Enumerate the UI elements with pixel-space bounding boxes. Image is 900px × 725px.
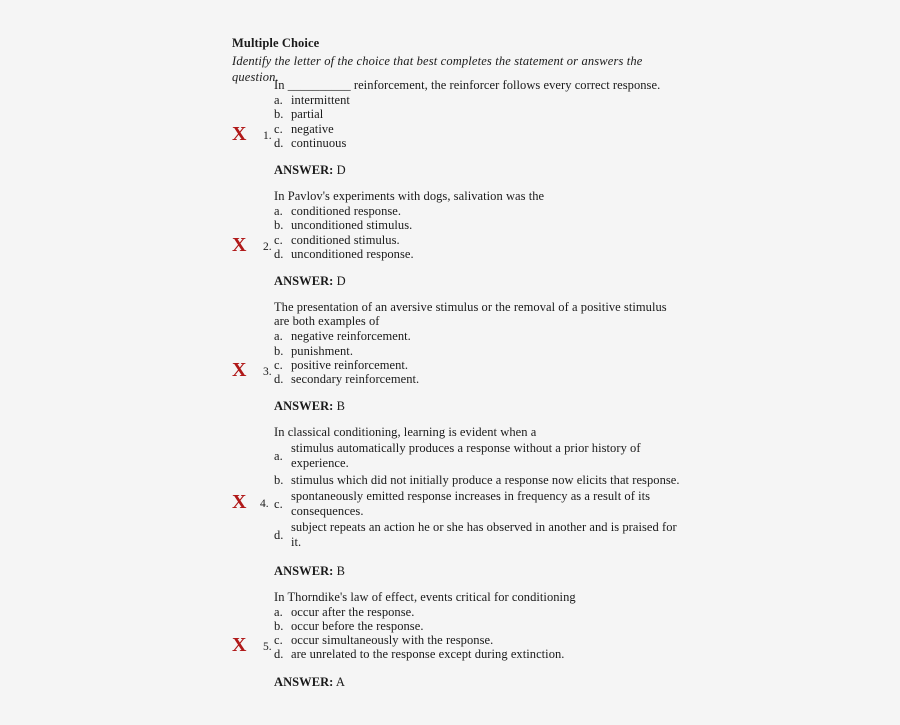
answer-value: A xyxy=(335,674,345,689)
answer-label: ANSWER: xyxy=(274,274,334,289)
option-letter: b. xyxy=(274,343,284,358)
option-item[interactable] xyxy=(274,605,685,619)
option-item[interactable] xyxy=(274,204,685,218)
option-list xyxy=(274,329,685,386)
instruction-text: Identify the letter of the choice that best completes the statement or answers the question. xyxy=(232,54,643,84)
option-item[interactable] xyxy=(274,619,685,633)
question-block xyxy=(0,78,900,177)
option-item[interactable] xyxy=(274,122,685,136)
option-text: occur after the response. xyxy=(291,604,415,619)
answer-line xyxy=(274,399,685,413)
question-block xyxy=(0,189,900,288)
option-letter: d. xyxy=(274,372,284,387)
option-item[interactable] xyxy=(274,233,685,247)
option-letter: a. xyxy=(274,93,283,108)
incorrect-x-icon: X xyxy=(232,359,247,382)
option-text: spontaneously emitted response increases in frequency as a result of its consequences. xyxy=(291,489,651,518)
option-text: secondary reinforcement. xyxy=(291,372,420,387)
option-item[interactable] xyxy=(274,440,685,471)
answer-line xyxy=(274,274,685,288)
option-letter: a. xyxy=(274,204,283,219)
option-item[interactable] xyxy=(274,344,685,358)
option-item[interactable] xyxy=(274,136,685,150)
option-letter: b. xyxy=(274,619,284,634)
page-title: Multiple Choice xyxy=(232,36,320,50)
option-item[interactable] xyxy=(274,647,685,661)
option-list xyxy=(274,440,685,550)
option-item[interactable] xyxy=(274,329,685,343)
option-letter: b. xyxy=(274,107,284,122)
option-item[interactable] xyxy=(274,218,685,232)
answer-line xyxy=(274,675,685,689)
option-item[interactable] xyxy=(274,358,685,372)
option-text: unconditioned response. xyxy=(291,246,414,261)
option-letter: a. xyxy=(274,329,283,344)
option-letter: b. xyxy=(274,472,284,487)
question-stem: In classical conditioning, learning is evident when a xyxy=(274,425,537,440)
option-letter: c. xyxy=(274,633,283,648)
option-text: continuous xyxy=(291,135,347,150)
option-text: partial xyxy=(291,107,324,122)
option-text: unconditioned stimulus. xyxy=(291,218,413,233)
question-block xyxy=(0,590,900,689)
question-block xyxy=(0,425,900,577)
question-stem: In Thorndike's law of effect, events critical for conditioning xyxy=(274,589,576,604)
option-letter: a. xyxy=(274,448,283,463)
option-letter: c. xyxy=(274,496,283,511)
incorrect-x-icon: X xyxy=(232,122,247,145)
option-list xyxy=(274,605,685,662)
option-item[interactable] xyxy=(274,107,685,121)
option-letter: a. xyxy=(274,604,283,619)
question-block xyxy=(0,300,900,413)
answer-line xyxy=(274,564,685,578)
question-stem: In __________ reinforcement, the reinforcer follows every correct response. xyxy=(274,78,661,92)
question-stem: The presentation of an aversive stimulus or the removal of a positive stimulus are both examples of xyxy=(274,300,667,329)
option-letter: c. xyxy=(274,357,283,372)
incorrect-x-icon: X xyxy=(232,490,247,513)
option-text: conditioned response. xyxy=(291,204,402,219)
option-text: punishment. xyxy=(291,343,354,358)
option-list xyxy=(274,204,685,261)
answer-label: ANSWER: xyxy=(274,399,334,414)
option-text: conditioned stimulus. xyxy=(291,232,400,247)
answer-label: ANSWER: xyxy=(274,674,334,689)
answer-value: B xyxy=(336,399,345,414)
incorrect-x-icon: X xyxy=(232,233,247,256)
option-text: stimulus automatically produces a response without a prior history of experience. xyxy=(291,441,641,471)
question-number: 3. xyxy=(263,366,272,379)
question-list xyxy=(0,78,900,701)
answer-value: D xyxy=(336,274,346,289)
option-item[interactable] xyxy=(274,633,685,647)
incorrect-x-icon: X xyxy=(232,634,247,657)
option-text: negative xyxy=(291,121,334,136)
answer-label: ANSWER: xyxy=(274,563,334,578)
option-list xyxy=(274,93,685,150)
option-text: are unrelated to the response except during extinction. xyxy=(291,647,565,662)
option-letter: c. xyxy=(274,232,283,247)
option-letter: b. xyxy=(274,218,284,233)
answer-value: D xyxy=(336,163,346,178)
option-item[interactable] xyxy=(274,372,685,386)
question-number: 2. xyxy=(263,240,272,253)
answer-line xyxy=(274,163,685,177)
option-letter: d. xyxy=(274,527,284,542)
answer-label: ANSWER: xyxy=(274,163,334,178)
option-text: occur simultaneously with the response. xyxy=(291,633,494,648)
option-text: positive reinforcement. xyxy=(291,357,409,372)
option-letter: d. xyxy=(274,246,284,261)
question-number: 5. xyxy=(263,641,272,654)
option-text: occur before the response. xyxy=(291,619,424,634)
question-number: 1. xyxy=(263,129,272,142)
option-letter: d. xyxy=(274,647,284,662)
option-item[interactable] xyxy=(274,488,685,519)
option-text: negative reinforcement. xyxy=(291,329,411,344)
question-stem: In Pavlov's experiments with dogs, salivation was the xyxy=(274,189,545,204)
question-number: 4. xyxy=(260,497,269,510)
option-letter: c. xyxy=(274,121,283,136)
option-text: intermittent xyxy=(291,93,350,108)
option-item[interactable] xyxy=(274,247,685,261)
option-item[interactable] xyxy=(274,472,685,489)
option-letter: d. xyxy=(274,135,284,150)
option-item[interactable] xyxy=(274,93,685,107)
option-item[interactable] xyxy=(274,519,685,550)
option-text: subject repeats an action he or she has observed in another and is praised for it. xyxy=(291,520,677,550)
answer-value: B xyxy=(336,563,345,578)
option-text: stimulus which did not initially produce a response now elicits that response. xyxy=(291,472,680,487)
